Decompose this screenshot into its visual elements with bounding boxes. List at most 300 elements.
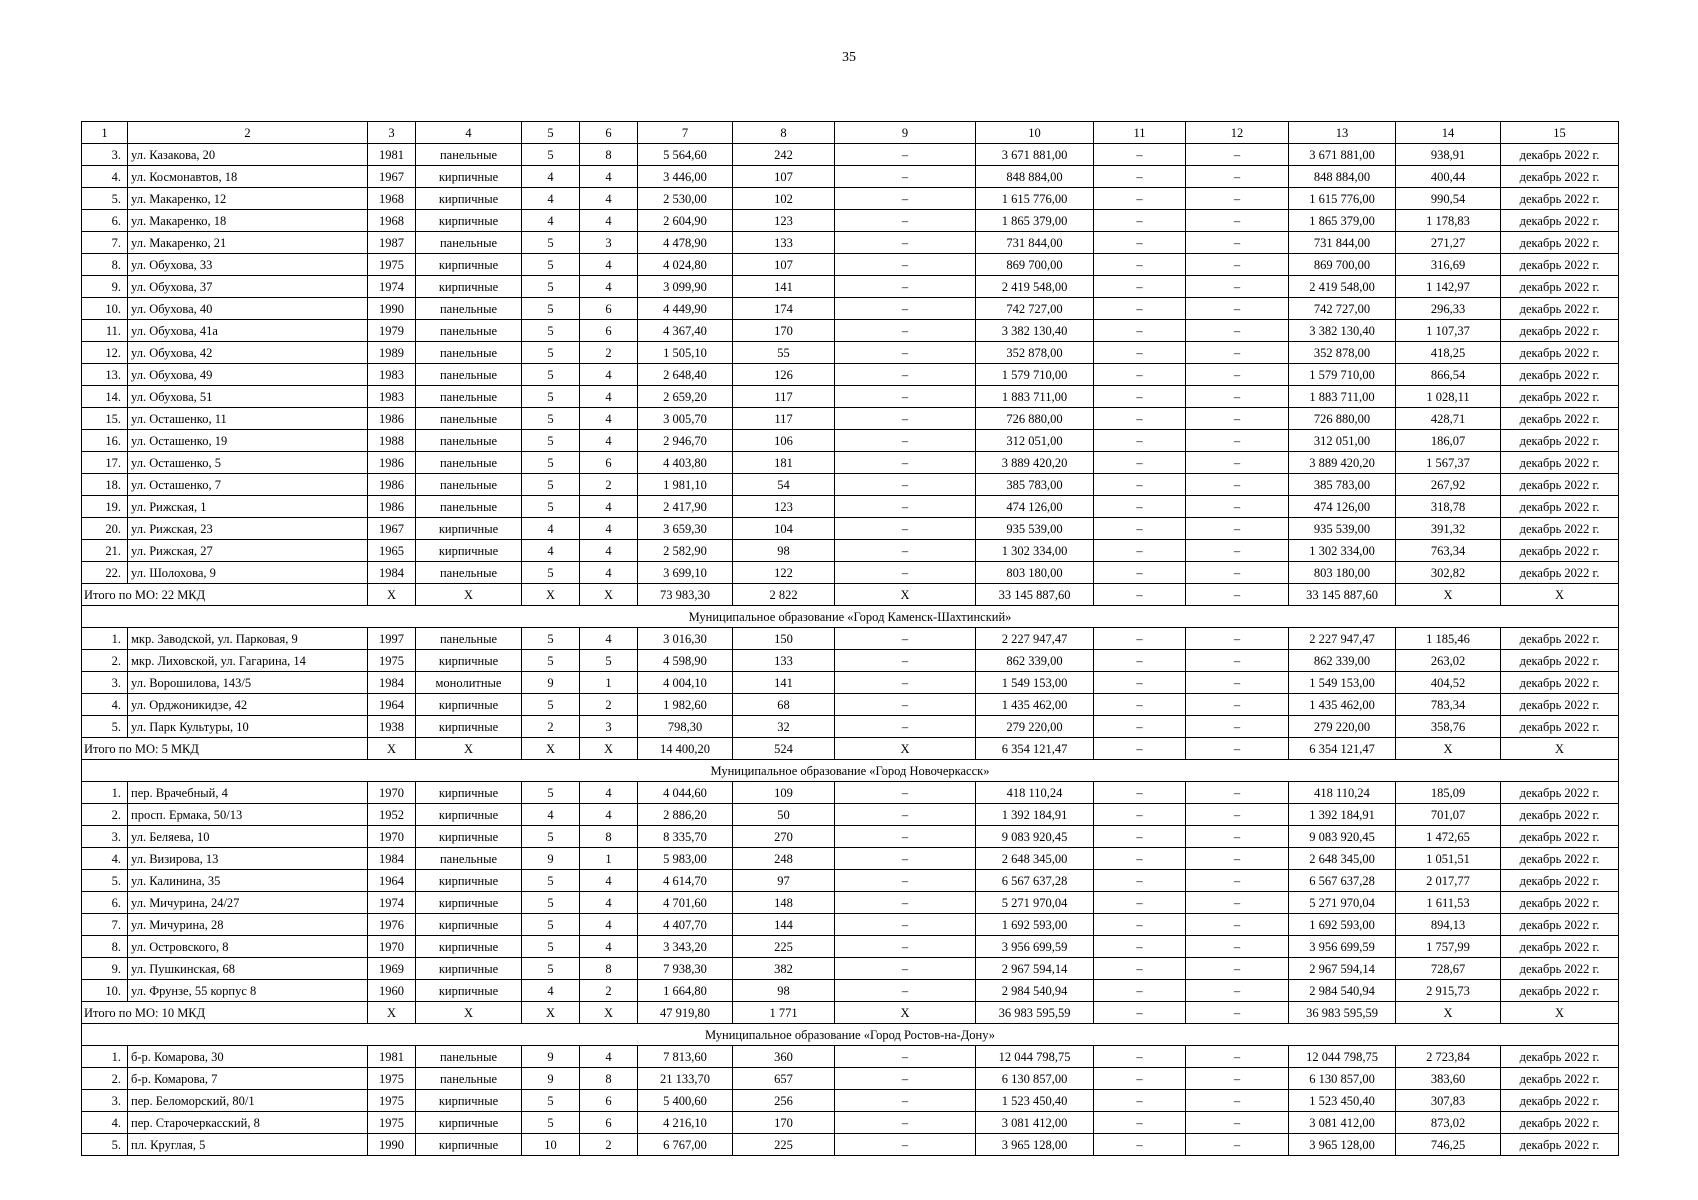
table-cell: 1 615 776,00: [1289, 188, 1396, 210]
table-cell: 14.: [82, 386, 128, 408]
table-cell: 4 004,10: [638, 672, 733, 694]
table-cell: 4 449,90: [638, 298, 733, 320]
total-cell: 36 983 595,59: [1289, 1002, 1396, 1024]
table-cell: –: [835, 518, 976, 540]
table-cell: 302,82: [1396, 562, 1501, 584]
table-cell: –: [1094, 672, 1186, 694]
table-cell: –: [835, 474, 976, 496]
table-cell: 391,32: [1396, 518, 1501, 540]
address-cell: ул. Обухова, 33: [128, 254, 368, 276]
address-cell: мкр. Лиховской, ул. Гагарина, 14: [128, 650, 368, 672]
table-cell: 1964: [368, 694, 416, 716]
table-cell: 1986: [368, 496, 416, 518]
table-cell: кирпичные: [416, 804, 522, 826]
table-cell: –: [1186, 320, 1289, 342]
table-cell: 123: [733, 210, 835, 232]
table-cell: –: [1094, 1068, 1186, 1090]
table-cell: –: [1186, 628, 1289, 650]
table-cell: –: [1186, 892, 1289, 914]
table-cell: 418 110,24: [976, 782, 1094, 804]
table-cell: 4 044,60: [638, 782, 733, 804]
table-cell: 271,27: [1396, 232, 1501, 254]
table-cell: –: [1094, 958, 1186, 980]
address-cell: ул. Мичурина, 28: [128, 914, 368, 936]
table-row: [82, 496, 1619, 518]
table-cell: 4: [522, 518, 580, 540]
table-cell: 1 185,46: [1396, 628, 1501, 650]
table-cell: 4: [580, 914, 638, 936]
table-cell: 6 767,00: [638, 1134, 733, 1156]
table-cell: –: [1094, 848, 1186, 870]
column-number-row: [82, 122, 1619, 144]
table-cell: 3.: [82, 672, 128, 694]
total-cell: –: [1186, 738, 1289, 760]
table-cell: декабрь 2022 г.: [1501, 452, 1619, 474]
table-cell: 6 130 857,00: [1289, 1068, 1396, 1090]
table-cell: 133: [733, 650, 835, 672]
table-cell: –: [835, 298, 976, 320]
table-cell: –: [1094, 870, 1186, 892]
table-cell: декабрь 2022 г.: [1501, 386, 1619, 408]
table-cell: кирпичные: [416, 914, 522, 936]
table-cell: 11.: [82, 320, 128, 342]
table-cell: 3 965 128,00: [976, 1134, 1094, 1156]
table-cell: –: [1186, 1112, 1289, 1134]
table-cell: декабрь 2022 г.: [1501, 276, 1619, 298]
total-label: Итого по МО: 22 МКД: [82, 584, 368, 606]
table-cell: 1 611,53: [1396, 892, 1501, 914]
table-cell: 5: [522, 562, 580, 584]
table-cell: 1938: [368, 716, 416, 738]
table-cell: 4 614,70: [638, 870, 733, 892]
table-cell: 102: [733, 188, 835, 210]
table-cell: 4.: [82, 848, 128, 870]
address-cell: ул. Обухова, 41а: [128, 320, 368, 342]
table-cell: 418,25: [1396, 342, 1501, 364]
column-header: 1: [82, 122, 128, 144]
table-cell: 3: [580, 232, 638, 254]
total-cell: X: [1396, 1002, 1501, 1024]
table-cell: 1 692 593,00: [1289, 914, 1396, 936]
table-row: [82, 628, 1619, 650]
table-cell: –: [835, 144, 976, 166]
column-header: 14: [1396, 122, 1501, 144]
table-cell: –: [835, 210, 976, 232]
table-cell: декабрь 2022 г.: [1501, 870, 1619, 892]
table-cell: 935 539,00: [976, 518, 1094, 540]
table-cell: –: [1094, 892, 1186, 914]
table-cell: 1984: [368, 848, 416, 870]
table-cell: 5 564,60: [638, 144, 733, 166]
total-cell: 524: [733, 738, 835, 760]
table-cell: 869 700,00: [976, 254, 1094, 276]
table-cell: 763,34: [1396, 540, 1501, 562]
table-cell: 3.: [82, 144, 128, 166]
address-cell: пер. Старочеркасский, 8: [128, 1112, 368, 1134]
address-cell: ул. Парк Культуры, 10: [128, 716, 368, 738]
table-cell: 385 783,00: [976, 474, 1094, 496]
table-cell: 4: [522, 980, 580, 1002]
table-cell: 2: [580, 980, 638, 1002]
table-cell: 1 028,11: [1396, 386, 1501, 408]
table-cell: –: [1094, 826, 1186, 848]
table-cell: –: [835, 716, 976, 738]
table-cell: декабрь 2022 г.: [1501, 804, 1619, 826]
address-cell: пер. Беломорский, 80/1: [128, 1090, 368, 1112]
column-header: 9: [835, 122, 976, 144]
table-row: [82, 650, 1619, 672]
table-cell: 9: [522, 848, 580, 870]
table-cell: 4: [580, 496, 638, 518]
table-cell: 866,54: [1396, 364, 1501, 386]
total-cell: X: [1396, 584, 1501, 606]
address-cell: ул. Осташенко, 19: [128, 430, 368, 452]
table-cell: –: [1186, 1068, 1289, 1090]
table-cell: 312 051,00: [976, 430, 1094, 452]
total-cell: X: [1501, 1002, 1619, 1024]
table-cell: 1 142,97: [1396, 276, 1501, 298]
table-cell: 9.: [82, 276, 128, 298]
table-cell: –: [835, 232, 976, 254]
address-cell: мкр. Заводской, ул. Парковая, 9: [128, 628, 368, 650]
table-cell: 404,52: [1396, 672, 1501, 694]
table-cell: –: [835, 1090, 976, 1112]
table-cell: декабрь 2022 г.: [1501, 254, 1619, 276]
table-cell: 428,71: [1396, 408, 1501, 430]
table-cell: декабрь 2022 г.: [1501, 1068, 1619, 1090]
table-cell: 1976: [368, 914, 416, 936]
table-cell: –: [1186, 232, 1289, 254]
table-cell: –: [1094, 650, 1186, 672]
table-cell: 225: [733, 1134, 835, 1156]
table-cell: 1 523 450,40: [976, 1090, 1094, 1112]
table-cell: 1: [580, 848, 638, 870]
table-row: [82, 364, 1619, 386]
table-cell: 2: [580, 474, 638, 496]
table-cell: 170: [733, 320, 835, 342]
table-cell: 6: [580, 320, 638, 342]
table-cell: 1984: [368, 672, 416, 694]
table-cell: 731 844,00: [976, 232, 1094, 254]
total-cell: –: [1186, 1002, 1289, 1024]
address-cell: ул. Осташенко, 5: [128, 452, 368, 474]
table-cell: 1986: [368, 408, 416, 430]
table-cell: 1 883 711,00: [976, 386, 1094, 408]
table-cell: 9: [522, 1046, 580, 1068]
table-cell: 1952: [368, 804, 416, 826]
table-cell: –: [1094, 166, 1186, 188]
table-cell: 9: [522, 1068, 580, 1090]
table-cell: 2 417,90: [638, 496, 733, 518]
table-cell: 7.: [82, 914, 128, 936]
table-cell: –: [1186, 782, 1289, 804]
table-cell: 5: [522, 782, 580, 804]
table-cell: 18.: [82, 474, 128, 496]
table-cell: кирпичные: [416, 254, 522, 276]
table-cell: 144: [733, 914, 835, 936]
table-cell: панельные: [416, 848, 522, 870]
table-cell: декабрь 2022 г.: [1501, 628, 1619, 650]
total-cell: X: [1396, 738, 1501, 760]
total-cell: –: [1094, 584, 1186, 606]
table-cell: 726 880,00: [1289, 408, 1396, 430]
table-cell: 5: [522, 914, 580, 936]
table-row: [82, 408, 1619, 430]
table-cell: 5: [522, 694, 580, 716]
table-cell: –: [1094, 364, 1186, 386]
table-cell: декабрь 2022 г.: [1501, 342, 1619, 364]
table-cell: 16.: [82, 430, 128, 452]
table-cell: декабрь 2022 г.: [1501, 694, 1619, 716]
address-cell: ул. Макаренко, 12: [128, 188, 368, 210]
table-cell: 2: [522, 716, 580, 738]
table-cell: 4: [522, 166, 580, 188]
table-cell: кирпичные: [416, 936, 522, 958]
table-cell: –: [1186, 936, 1289, 958]
table-cell: 4.: [82, 694, 128, 716]
table-cell: 3.: [82, 1090, 128, 1112]
table-cell: кирпичные: [416, 870, 522, 892]
table-row: [82, 232, 1619, 254]
table-cell: 21 133,70: [638, 1068, 733, 1090]
table-cell: 20.: [82, 518, 128, 540]
table-cell: 263,02: [1396, 650, 1501, 672]
table-cell: –: [1094, 1112, 1186, 1134]
table-cell: 2: [580, 694, 638, 716]
table-cell: 279 220,00: [976, 716, 1094, 738]
table-cell: 1.: [82, 628, 128, 650]
table-cell: панельные: [416, 430, 522, 452]
address-cell: ул. Беляева, 10: [128, 826, 368, 848]
table-cell: 126: [733, 364, 835, 386]
table-cell: декабрь 2022 г.: [1501, 210, 1619, 232]
table-cell: –: [835, 650, 976, 672]
table-cell: –: [1186, 716, 1289, 738]
table-cell: 4: [522, 188, 580, 210]
table-cell: 3 671 881,00: [976, 144, 1094, 166]
table-cell: 2 648 345,00: [976, 848, 1094, 870]
table-cell: декабрь 2022 г.: [1501, 188, 1619, 210]
table-cell: 6: [580, 1090, 638, 1112]
table-cell: –: [835, 870, 976, 892]
table-cell: –: [835, 320, 976, 342]
total-cell: 6 354 121,47: [976, 738, 1094, 760]
total-cell: 14 400,20: [638, 738, 733, 760]
table-cell: 5: [522, 320, 580, 342]
total-cell: 2 822: [733, 584, 835, 606]
table-cell: 783,34: [1396, 694, 1501, 716]
table-cell: 848 884,00: [976, 166, 1094, 188]
table-cell: 6.: [82, 892, 128, 914]
table-row: [82, 320, 1619, 342]
table-cell: 1 051,51: [1396, 848, 1501, 870]
table-cell: 1 392 184,91: [976, 804, 1094, 826]
table-cell: –: [1186, 166, 1289, 188]
table-cell: кирпичные: [416, 166, 522, 188]
table-cell: 4: [580, 210, 638, 232]
column-header: 6: [580, 122, 638, 144]
table-cell: 4: [580, 782, 638, 804]
table-row: [82, 430, 1619, 452]
table-cell: 701,07: [1396, 804, 1501, 826]
table-cell: 1990: [368, 298, 416, 320]
table-cell: декабрь 2022 г.: [1501, 1134, 1619, 1156]
table-cell: 4 478,90: [638, 232, 733, 254]
table-cell: 6 567 637,28: [976, 870, 1094, 892]
table-cell: кирпичные: [416, 518, 522, 540]
table-cell: –: [1186, 650, 1289, 672]
table-cell: 2 659,20: [638, 386, 733, 408]
table-cell: –: [835, 276, 976, 298]
table-cell: –: [1186, 1134, 1289, 1156]
total-cell: 33 145 887,60: [1289, 584, 1396, 606]
table-cell: 2 984 540,94: [1289, 980, 1396, 1002]
total-cell: X: [522, 584, 580, 606]
table-cell: 1979: [368, 320, 416, 342]
table-cell: 21.: [82, 540, 128, 562]
table-cell: декабрь 2022 г.: [1501, 1090, 1619, 1112]
table-cell: панельные: [416, 452, 522, 474]
table-row: [82, 210, 1619, 232]
table-cell: 242: [733, 144, 835, 166]
total-cell: X: [1501, 584, 1619, 606]
table-cell: 1960: [368, 980, 416, 1002]
table-cell: кирпичные: [416, 716, 522, 738]
table-cell: 3 956 699,59: [1289, 936, 1396, 958]
table-cell: –: [835, 892, 976, 914]
table-cell: –: [1186, 430, 1289, 452]
table-cell: 32: [733, 716, 835, 738]
table-row: [82, 694, 1619, 716]
table-row: [82, 276, 1619, 298]
table-cell: 185,09: [1396, 782, 1501, 804]
total-cell: X: [1501, 738, 1619, 760]
table-cell: 4 367,40: [638, 320, 733, 342]
table-cell: –: [1186, 474, 1289, 496]
table-cell: 5: [522, 342, 580, 364]
table-row: [82, 562, 1619, 584]
table-cell: 3 081 412,00: [976, 1112, 1094, 1134]
table-cell: 726 880,00: [976, 408, 1094, 430]
table-cell: 2 723,84: [1396, 1046, 1501, 1068]
table-cell: 1965: [368, 540, 416, 562]
table-cell: 270: [733, 826, 835, 848]
table-cell: –: [835, 1046, 976, 1068]
total-cell: –: [1094, 738, 1186, 760]
table-cell: панельные: [416, 628, 522, 650]
table-cell: 8: [580, 144, 638, 166]
total-cell: 33 145 887,60: [976, 584, 1094, 606]
address-cell: б-р. Комарова, 30: [128, 1046, 368, 1068]
table-cell: –: [1094, 188, 1186, 210]
table-cell: 1989: [368, 342, 416, 364]
table-cell: 267,92: [1396, 474, 1501, 496]
table-cell: 5: [522, 650, 580, 672]
table-cell: панельные: [416, 364, 522, 386]
total-cell: –: [1186, 584, 1289, 606]
municipality-section-row: [82, 1024, 1619, 1046]
table-cell: –: [1186, 276, 1289, 298]
table-cell: 5: [522, 628, 580, 650]
table-cell: 4 407,70: [638, 914, 733, 936]
table-cell: 7.: [82, 232, 128, 254]
table-cell: 122: [733, 562, 835, 584]
municipality-title: Муниципальное образование «Город Ростов-на-Дону»: [82, 1024, 1619, 1046]
table-cell: кирпичные: [416, 826, 522, 848]
table-cell: 5 271 970,04: [1289, 892, 1396, 914]
table-cell: 352 878,00: [1289, 342, 1396, 364]
address-cell: ул. Космонавтов, 18: [128, 166, 368, 188]
table-cell: 2 604,90: [638, 210, 733, 232]
table-cell: 98: [733, 540, 835, 562]
table-cell: панельные: [416, 144, 522, 166]
table-cell: 869 700,00: [1289, 254, 1396, 276]
table-cell: 6 567 637,28: [1289, 870, 1396, 892]
table-cell: –: [835, 430, 976, 452]
address-cell: ул. Пушкинская, 68: [128, 958, 368, 980]
table-cell: 3 446,00: [638, 166, 733, 188]
table-cell: 6: [580, 1112, 638, 1134]
table-cell: 1 567,37: [1396, 452, 1501, 474]
table-cell: декабрь 2022 г.: [1501, 408, 1619, 430]
table-cell: 1 757,99: [1396, 936, 1501, 958]
table-cell: 1 392 184,91: [1289, 804, 1396, 826]
table-cell: кирпичные: [416, 188, 522, 210]
table-cell: 3 081 412,00: [1289, 1112, 1396, 1134]
table-cell: кирпичные: [416, 650, 522, 672]
table-cell: –: [835, 936, 976, 958]
address-cell: ул. Обухова, 49: [128, 364, 368, 386]
address-cell: пл. Круглая, 5: [128, 1134, 368, 1156]
table-cell: кирпичные: [416, 694, 522, 716]
table-cell: 1974: [368, 276, 416, 298]
table-cell: –: [1094, 496, 1186, 518]
total-cell: X: [580, 1002, 638, 1024]
table-cell: 1 549 153,00: [976, 672, 1094, 694]
table-cell: –: [1186, 144, 1289, 166]
table-cell: 7 938,30: [638, 958, 733, 980]
table-cell: –: [835, 826, 976, 848]
table-cell: декабрь 2022 г.: [1501, 540, 1619, 562]
table-cell: декабрь 2022 г.: [1501, 166, 1619, 188]
table-cell: 54: [733, 474, 835, 496]
table-cell: декабрь 2022 г.: [1501, 320, 1619, 342]
table-cell: 296,33: [1396, 298, 1501, 320]
total-label: Итого по МО: 5 МКД: [82, 738, 368, 760]
table-cell: декабрь 2022 г.: [1501, 914, 1619, 936]
table-cell: –: [1094, 540, 1186, 562]
table-row: [82, 1090, 1619, 1112]
table-cell: 3 659,30: [638, 518, 733, 540]
municipality-section-row: [82, 760, 1619, 782]
table-cell: 10.: [82, 298, 128, 320]
table-cell: 803 180,00: [976, 562, 1094, 584]
table-cell: –: [835, 1068, 976, 1090]
table-cell: декабрь 2022 г.: [1501, 1112, 1619, 1134]
table-cell: 307,83: [1396, 1090, 1501, 1112]
table-cell: 4: [580, 364, 638, 386]
address-cell: пер. Врачебный, 4: [128, 782, 368, 804]
table-cell: декабрь 2022 г.: [1501, 298, 1619, 320]
table-cell: 935 539,00: [1289, 518, 1396, 540]
table-cell: 5: [522, 298, 580, 320]
table-cell: –: [1186, 914, 1289, 936]
table-cell: 1990: [368, 1134, 416, 1156]
housing-register-table: [81, 121, 1619, 1156]
table-cell: 55: [733, 342, 835, 364]
table-cell: 3 671 881,00: [1289, 144, 1396, 166]
total-cell: X: [835, 738, 976, 760]
